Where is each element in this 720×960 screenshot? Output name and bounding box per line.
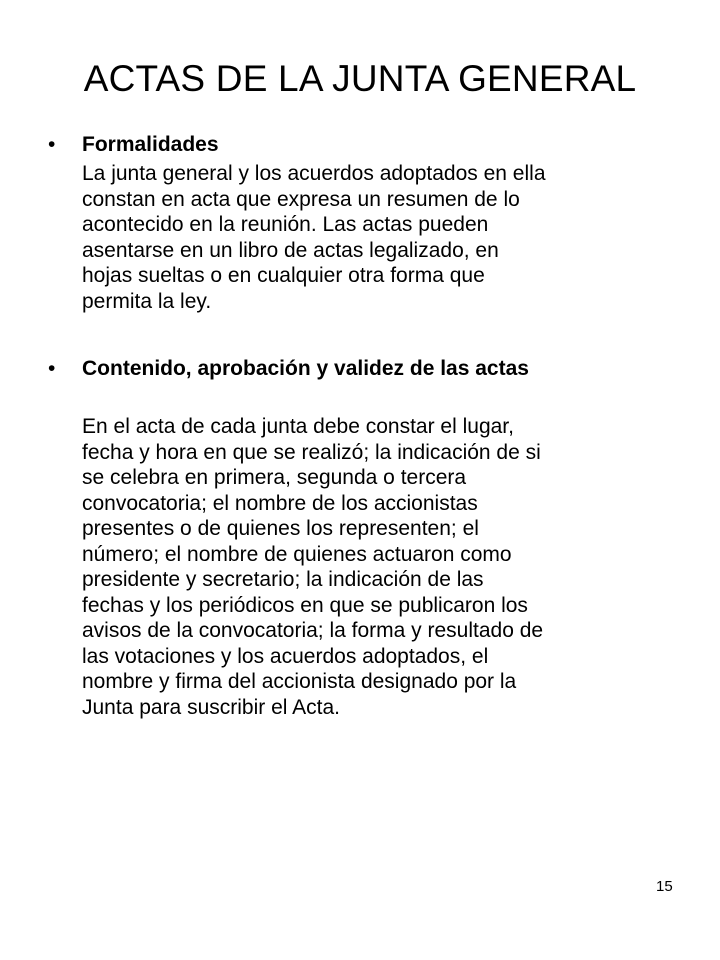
contenido-paragraph xyxy=(82,414,672,720)
paragraph-line: En el acta de cada junta debe constar el lugar, xyxy=(82,415,514,438)
paragraph-line: acontecido en la reunión. Las actas pueden xyxy=(82,213,489,236)
bullet-icon: • xyxy=(48,133,56,156)
paragraph-line: las votaciones y los acuerdos adoptados, el xyxy=(82,644,489,668)
paragraph-line: número; el nombre de quienes actuaron como xyxy=(82,542,512,566)
paragraph-line: convocatoria; el nombre de los accionistas xyxy=(82,491,478,515)
paragraph-line: presentes o de quienes los representen; el xyxy=(82,517,479,540)
paragraph-line: presidente y secretario; la indicación de las xyxy=(82,568,484,591)
paragraph-line: permita la ley. xyxy=(82,289,212,313)
paragraph-line: hojas sueltas o en cualquier otra forma que xyxy=(82,264,485,287)
bullet-icon: • xyxy=(48,357,56,380)
slide-title: ACTAS DE LA JUNTA GENERAL xyxy=(83,58,637,99)
section-heading-contenido: Contenido, aprobación y validez de las actas xyxy=(82,357,529,380)
paragraph-line: se celebra en primera, segunda o tercera xyxy=(82,466,467,489)
paragraph-line: asentarse en un libro de actas legalizado, en xyxy=(82,238,499,262)
formalidades-paragraph xyxy=(82,161,672,314)
paragraph-line: La junta general y los acuerdos adoptados en ella xyxy=(82,162,546,185)
paragraph-line: fecha y hora en que se realizó; la indicación de si xyxy=(82,440,541,464)
bullet-item-formalidades xyxy=(48,132,219,158)
section-heading-formalidades: Formalidades xyxy=(82,133,219,156)
paragraph-line: avisos de la convocatoria; la forma y resultado de xyxy=(82,619,544,642)
bullet-item-contenido xyxy=(48,356,529,382)
page-number: 15 xyxy=(656,878,673,895)
paragraph-line: constan en acta que expresa un resumen de lo xyxy=(82,187,520,211)
paragraph-line: Junta para suscribir el Acta. xyxy=(82,695,340,719)
paragraph-line: fechas y los periódicos en que se publicaron los xyxy=(82,593,528,617)
paragraph-line: nombre y firma del accionista designado por la xyxy=(82,670,517,693)
